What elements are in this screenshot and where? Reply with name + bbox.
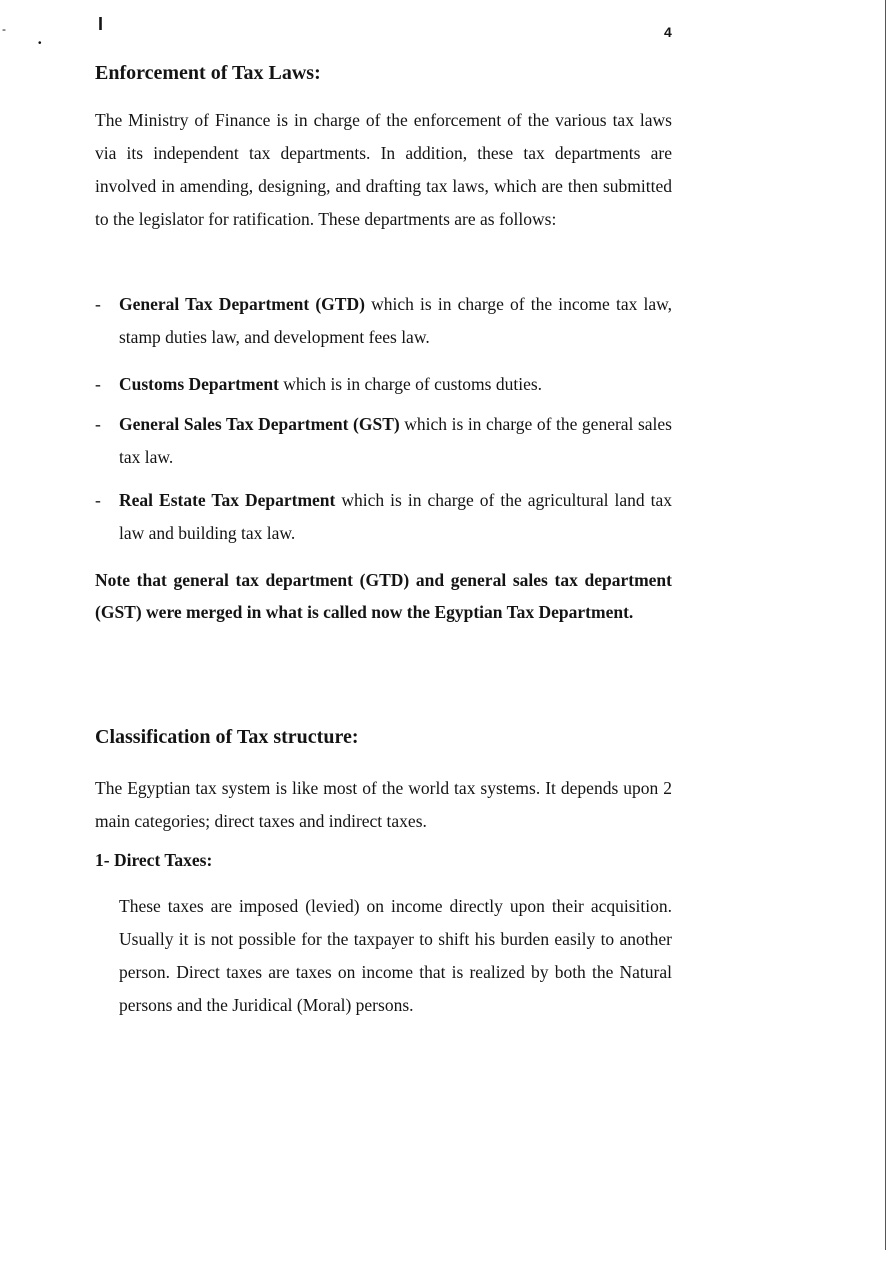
department-name: Real Estate Tax Department: [119, 490, 336, 510]
scan-edge-line: [885, 0, 886, 1250]
header-left-mark: I: [98, 14, 104, 34]
department-item-gtd: [95, 288, 672, 354]
department-name: Customs Department: [119, 374, 279, 394]
merger-note: Note that general tax department (GTD) and general sales tax department (GST) were merged in what is called now the Egyptian Tax Department.: [95, 570, 672, 622]
department-desc: which is in charge of the agricultural land tax law and building tax law.: [119, 490, 672, 543]
department-name: General Sales Tax Department (GST): [119, 414, 400, 434]
section-title-classification: Classification of Tax structure:: [95, 726, 359, 748]
bullet-dash: -: [95, 414, 101, 434]
scan-dot: •: [38, 38, 42, 49]
bullet-dash: -: [95, 374, 101, 394]
department-item-customs: [95, 368, 672, 401]
scan-mark: -: [2, 22, 6, 36]
department-desc: which is in charge of the income tax law, stamp duties law, and development fees law.: [119, 294, 673, 347]
department-desc: which is in charge of customs duties.: [278, 374, 543, 394]
classification-intro-paragraph: The Egyptian tax system is like most of the world tax systems. It depends upon 2 main categories; direct taxes and indirect taxes.: [95, 778, 672, 831]
department-name: General Tax Department (GTD): [119, 294, 365, 314]
direct-taxes-paragraph: These taxes are imposed (levied) on income directly upon their acquisition. Usually it is not possible for the taxpayer to shift his burden easily to another person. Direct taxes are taxes on income that is realized by both the Natural persons and the Juridical (Moral) persons.: [119, 896, 672, 1015]
department-item-gst: [95, 408, 672, 474]
page-number: 4: [664, 24, 672, 40]
department-desc: which is in charge of the general sales tax law.: [119, 414, 672, 467]
enforcement-intro-paragraph: The Ministry of Finance is in charge of the enforcement of the various tax laws via its independent tax departments. In addition, these tax departments are involved in amending, designing, and drafting tax laws, which are then submitted to the legislator for ratification. These departments are as follows:: [95, 110, 672, 229]
section-title-enforcement: Enforcement of Tax Laws:: [95, 62, 321, 84]
bullet-dash: -: [95, 490, 101, 510]
direct-taxes-heading: 1- Direct Taxes:: [95, 850, 213, 870]
bullet-dash: -: [95, 294, 101, 314]
department-item-real-estate: [95, 484, 672, 550]
